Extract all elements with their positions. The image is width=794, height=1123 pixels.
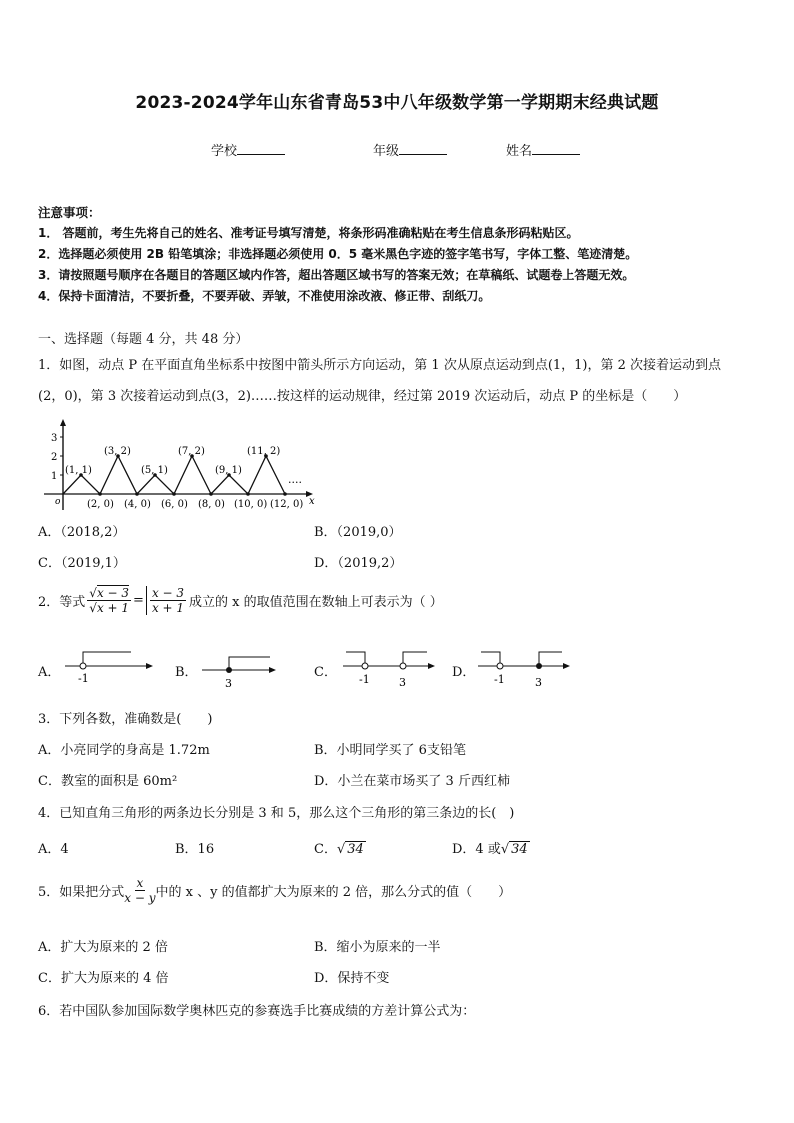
notes-heading: 注意事项： bbox=[38, 205, 101, 220]
q3-option-a[interactable]: A．小亮同学的身高是 1.72m bbox=[38, 743, 210, 758]
svg-text:-1: -1 bbox=[359, 673, 370, 686]
q2-number-line-d[interactable] bbox=[476, 648, 572, 690]
q2-option-b[interactable]: B． bbox=[175, 665, 198, 680]
q2-rhs-fraction: $\frac{x - 3}{x + 1}$ bbox=[146, 586, 186, 615]
q5-fraction: $\frac{x}{x - y}$ bbox=[124, 876, 156, 905]
q5-option-d[interactable]: D．保持不变 bbox=[314, 971, 390, 986]
q2-option-c[interactable]: C． bbox=[314, 665, 337, 680]
q4-option-c[interactable]: C．√ 34 bbox=[314, 842, 364, 857]
school-field: 学校 bbox=[211, 140, 285, 159]
svg-text:3: 3 bbox=[535, 676, 542, 689]
x-axis-label: x bbox=[309, 496, 315, 507]
q2-option-a[interactable]: A． bbox=[38, 665, 61, 680]
svg-text:-1: -1 bbox=[78, 672, 89, 685]
q5-option-b[interactable]: B．缩小为原来的一半 bbox=[314, 940, 441, 955]
point-label: (12, 0) bbox=[270, 499, 304, 510]
section-heading: 一、选择题（每题 4 分，共 48 分） bbox=[38, 332, 249, 347]
q3-option-b[interactable]: B．小明同学买了 6支铅笔 bbox=[314, 743, 466, 758]
q2-stem: 2．等式 $\frac{√x - 3}{√x + 1}$ = $\frac{x - 3}{x + 1}$ 成立的 x 的取值范围在数轴上可表示为（ ） bbox=[38, 586, 443, 615]
note-item: 3．请按照题号顺序在各题目的答题区域内作答，超出答题区域书写的答案无效；在草稿纸、试题卷上答题无效。 bbox=[38, 268, 635, 282]
note-item: 1． 答题前，考生先将自己的姓名、准考证号填写清楚，将条形码准确粘贴在考生信息条形码粘贴区。 bbox=[38, 226, 579, 240]
q2-number-line-a[interactable] bbox=[63, 648, 155, 688]
q5-stem: 5．如果把分式 $\frac{x}{x - y}$ 中的 x 、y 的值都扩大为原来的 2 倍，那么分式的值（ ） bbox=[38, 876, 512, 905]
note-item: 2．选择题必须使用 2B 铅笔填涂；非选择题必须使用 0．5 毫米黑色字迹的签字笔书写，字体工整、笔迹清楚。 bbox=[38, 247, 638, 261]
point-label: (7, 2) bbox=[178, 446, 205, 457]
point-label: (2, 0) bbox=[87, 499, 114, 510]
q1-option-d[interactable]: D．（2019,2） bbox=[314, 556, 403, 571]
q4-stem: 4．已知直角三角形的两条边长分别是 3 和 5，那么这个三角形的第三条边的长( ) bbox=[38, 806, 515, 821]
q1-option-a[interactable]: A．（2018,2） bbox=[38, 525, 126, 540]
q3-option-c[interactable]: C．教室的面积是 60m² bbox=[38, 774, 178, 789]
q4-option-d[interactable]: D．4 或√ 34 bbox=[452, 842, 528, 857]
svg-text:3: 3 bbox=[225, 677, 232, 690]
page-title: 2023-2024学年山东省青岛53中八年级数学第一学期期末经典试题 bbox=[135, 93, 659, 113]
svg-text:3: 3 bbox=[399, 676, 406, 689]
q1-zigzag-graph bbox=[38, 418, 328, 516]
q2-number-line-c[interactable] bbox=[341, 648, 437, 690]
q5-option-c[interactable]: C．扩大为原来的 4 倍 bbox=[38, 971, 169, 986]
ellipsis: ···· bbox=[288, 476, 302, 489]
point-label: (11, 2) bbox=[247, 446, 281, 457]
point-label: (10, 0) bbox=[234, 499, 268, 510]
point-label: (5, 1) bbox=[141, 465, 168, 476]
q1-option-b[interactable]: B．（2019,0） bbox=[314, 525, 402, 540]
origin-label: o bbox=[55, 497, 61, 507]
q3-stem: 3．下列各数，准确数是( ) bbox=[38, 712, 213, 727]
y-tick-label: 1 bbox=[51, 471, 58, 482]
name-field: 姓名 bbox=[506, 140, 580, 159]
y-tick-label: 2 bbox=[51, 452, 58, 463]
q1-stem-line1: 1．如图，动点 P 在平面直角坐标系中按图中箭头所示方向运动，第 1 次从原点运动到点(1，1)，第 2 次接着运动到点 bbox=[38, 358, 722, 373]
y-tick-label: 3 bbox=[51, 433, 58, 444]
q2-number-line-b[interactable] bbox=[200, 650, 278, 690]
q3-option-d[interactable]: D．小兰在菜市场买了 3 斤西红柿 bbox=[314, 774, 510, 789]
q4-option-a[interactable]: A．4 bbox=[38, 842, 69, 857]
q1-stem-line2: (2，0)，第 3 次接着运动到点(3，2)……按这样的运动规律，经过第 2019 次运动后，动点 P 的坐标是（ ） bbox=[38, 389, 687, 404]
q5-option-a[interactable]: A．扩大为原来的 2 倍 bbox=[38, 940, 168, 955]
q2-option-d[interactable]: D． bbox=[452, 665, 476, 680]
point-label: (4, 0) bbox=[124, 499, 151, 510]
note-item: 4．保持卡面清洁，不要折叠，不要弄破、弄皱，不准使用涂改液、修正带、刮纸刀。 bbox=[38, 289, 491, 303]
point-label: (9, 1) bbox=[215, 465, 242, 476]
q6-stem: 6．若中国队参加国际数学奥林匹克的参赛选手比赛成绩的方差计算公式为： bbox=[38, 1004, 476, 1019]
point-label: (8, 0) bbox=[198, 499, 225, 510]
q1-option-c[interactable]: C．（2019,1） bbox=[38, 556, 126, 571]
q2-lhs-fraction: $\frac{√x - 3}{√x + 1}$ bbox=[89, 586, 130, 615]
grade-field: 年级 bbox=[373, 140, 447, 159]
point-label: (6, 0) bbox=[161, 499, 188, 510]
point-label: (1, 1) bbox=[65, 465, 92, 476]
svg-text:-1: -1 bbox=[494, 673, 505, 686]
q4-option-b[interactable]: B．16 bbox=[175, 842, 215, 857]
point-label: (3, 2) bbox=[104, 446, 131, 457]
